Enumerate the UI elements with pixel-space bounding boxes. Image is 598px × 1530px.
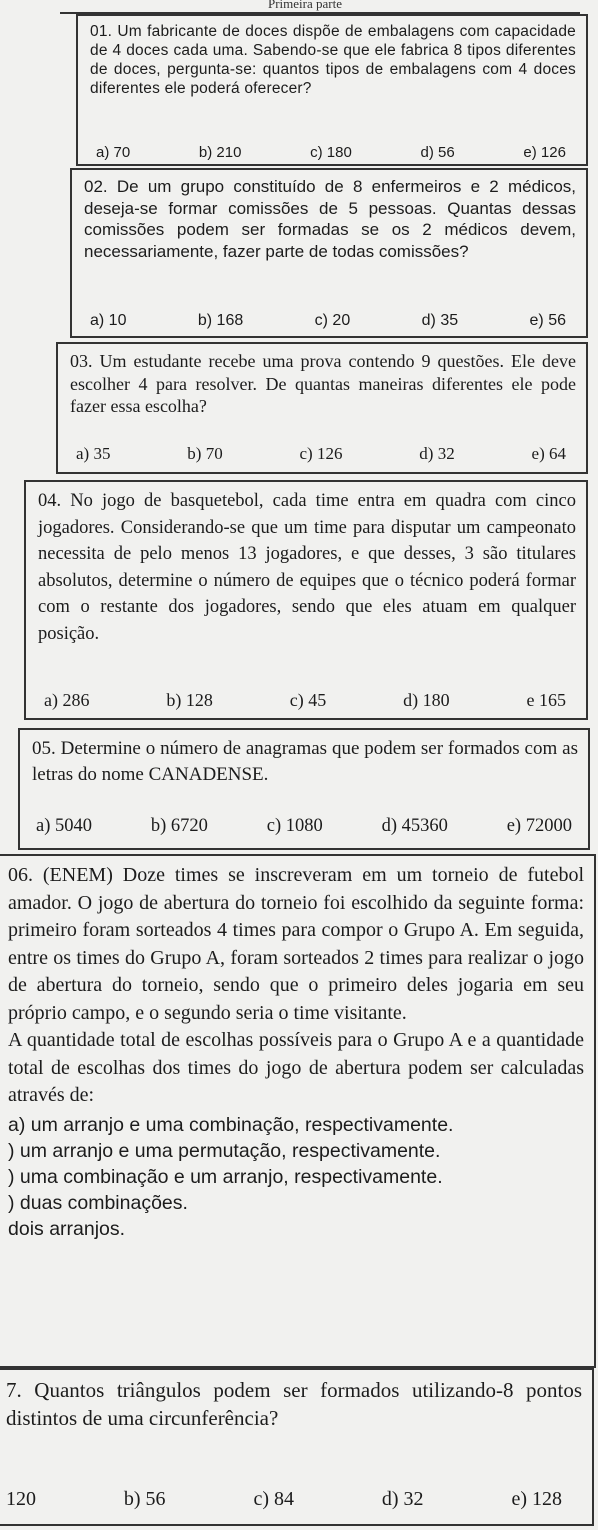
- option-e[interactable]: dois arranjos.: [8, 1217, 126, 1240]
- option-d[interactable]: d) 45360: [381, 816, 448, 836]
- option-c[interactable]: ) uma combinação e um arranjo, respectivamente.: [8, 1165, 443, 1188]
- option-b[interactable]: b) 6720: [150, 816, 208, 836]
- question-text: 02. De um grupo constituído de 8 enfermeiros e 2 médicos, deseja-se formar comissões de 5 pessoas. Quantas dessas comissões podem ser formadas se os 2 médicos devem, necessariamente, fazer parte de todas comissões?: [84, 177, 576, 261]
- question-text: 05. Determine o número de anagramas que podem ser formados com as letras do nome CANADENSE.: [32, 738, 578, 785]
- option-c[interactable]: c) 180: [310, 144, 352, 161]
- question-4: [24, 480, 588, 720]
- question-6: [0, 854, 596, 1368]
- option-a[interactable]: a) 35: [76, 444, 111, 463]
- option-d[interactable]: d) 35: [421, 312, 459, 329]
- question-2: [70, 168, 588, 338]
- option-e[interactable]: e) 64: [531, 444, 566, 463]
- question-7: [0, 1368, 594, 1526]
- answer-options: [20, 816, 588, 837]
- option-d[interactable]: d) 32: [419, 444, 455, 463]
- option-a[interactable]: 120: [6, 1488, 36, 1510]
- option-d[interactable]: d) 56: [420, 144, 455, 161]
- option-c[interactable]: c) 45: [289, 690, 327, 710]
- question-text: 06. (ENEM) Doze times se inscreveram em um torneio de futebol amador. O jogo de abertura do torneio foi escolhido da seguinte forma: primeiro foram sorteados 4 times para compor o Grupo A. Em seguida, entre os times do Grupo A, foram sorteados 2 times para realizar o jogo de abertura do torneio, sendo que o primeiro deles jogaria em seu próprio campo, e o segundo seria o time visitante.: [8, 864, 584, 1024]
- option-c[interactable]: c) 84: [253, 1488, 294, 1510]
- question-1: [76, 14, 588, 166]
- option-d[interactable]: ) duas combinações.: [8, 1191, 188, 1214]
- question-text: 04. No jogo de basquetebol, cada time entra em quadra com cinco jogadores. Considerando-se que um time para disputar um campeonato necessita de pelo menos 13 jogadores, e que desses, 3 são titulares absolutos, determine o número de equipes que o técnico poderá formar com o restante dos jogadores, sendo que eles atuam em qualquer posição.: [38, 491, 576, 644]
- answer-options: [26, 690, 586, 711]
- question-prompt: A quantidade total de escolhas possíveis para o Grupo A e a quantidade total de escolhas dos times do jogo de abertura podem ser calculadas através de:: [8, 1029, 584, 1106]
- answer-options: [0, 1488, 592, 1511]
- option-d[interactable]: d) 180: [403, 690, 450, 710]
- option-b[interactable]: b) 56: [123, 1488, 166, 1510]
- answer-options: [72, 312, 586, 330]
- option-b[interactable]: b) 210: [198, 144, 242, 161]
- question-text: 03. Um estudante recebe uma prova contendo 9 questões. Ele deve escolher 4 para resolver. De quantas maneiras diferentes ele pode fazer essa escolha?: [70, 351, 576, 416]
- question-text: 7. Quantos triângulos podem ser formados utilizando-8 pontos distintos de uma circunferência?: [6, 1378, 582, 1430]
- option-e[interactable]: e) 128: [511, 1488, 562, 1510]
- answer-options: [78, 144, 586, 161]
- option-a[interactable]: a) 5040: [36, 816, 92, 836]
- section-header: Primeira parte: [268, 0, 342, 11]
- option-c[interactable]: c) 20: [314, 312, 351, 329]
- option-e[interactable]: e 165: [526, 690, 566, 710]
- option-c[interactable]: c) 126: [299, 444, 343, 463]
- option-a[interactable]: a) um arranjo e uma combinação, respectivamente.: [8, 1113, 454, 1136]
- question-3: [56, 342, 588, 474]
- option-d[interactable]: d) 32: [381, 1488, 424, 1510]
- option-e[interactable]: e) 126: [523, 144, 566, 161]
- answer-options: [8, 1112, 584, 1242]
- option-a[interactable]: a) 286: [44, 690, 90, 710]
- option-c[interactable]: c) 1080: [266, 816, 323, 836]
- option-b[interactable]: b) 128: [166, 690, 213, 710]
- option-e[interactable]: e) 56: [529, 312, 566, 329]
- option-e[interactable]: e) 72000: [506, 816, 572, 836]
- question-text: 01. Um fabricante de doces dispõe de embalagens com capacidade de 4 doces cada uma. Sabendo-se que ele fabrica 8 tipos diferentes de doces, pergunta-se: quantos tipos de embalagens com 4 doces diferentes ele poderá oferecer?: [90, 23, 576, 97]
- option-b[interactable]: ) um arranjo e uma permutação, respectivamente.: [8, 1139, 441, 1162]
- option-b[interactable]: b) 168: [197, 312, 244, 329]
- option-b[interactable]: b) 70: [187, 444, 223, 463]
- option-a[interactable]: a) 10: [90, 312, 127, 329]
- answer-options: [58, 444, 586, 464]
- option-a[interactable]: a) 70: [96, 144, 131, 161]
- question-5: [18, 728, 590, 850]
